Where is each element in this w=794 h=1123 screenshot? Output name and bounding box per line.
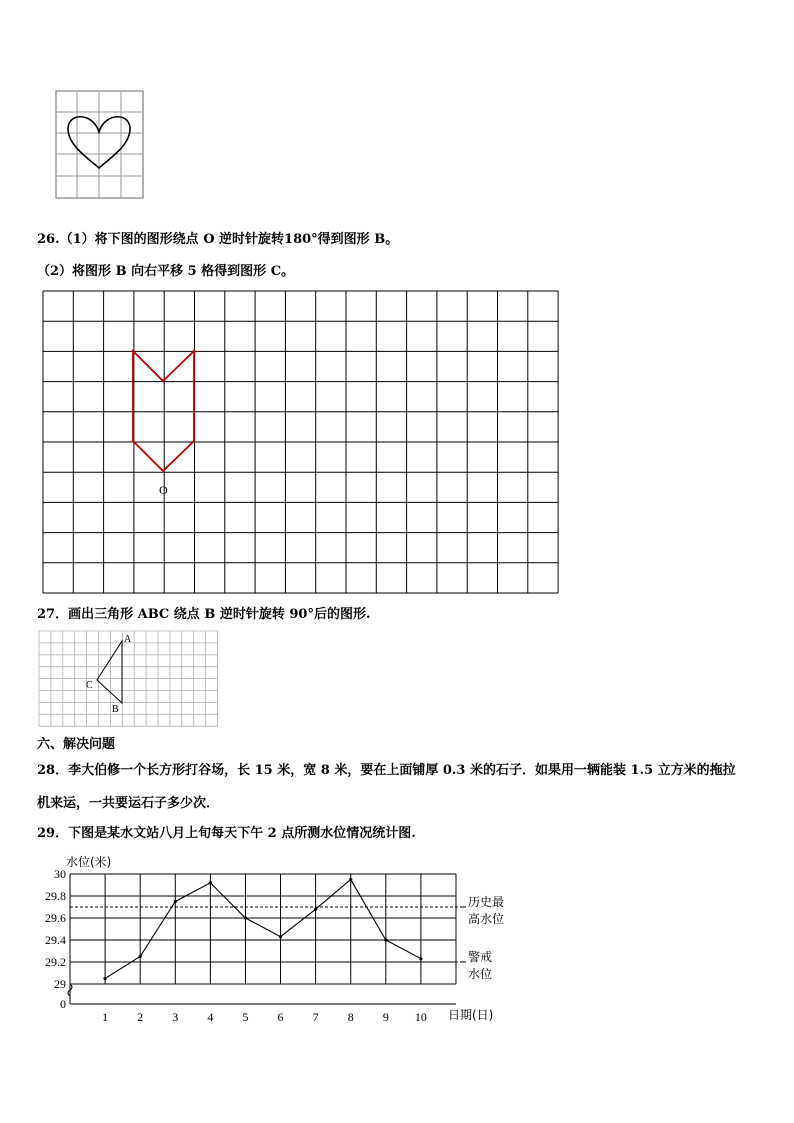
heart-grid-figure	[55, 90, 145, 200]
triangle-abc	[97, 641, 122, 703]
label-b: B	[112, 704, 119, 715]
x-tick-label: 10	[414, 1010, 427, 1024]
q28-line1: 28．李大伯修一个长方形打谷场，长 15 米，宽 8 米，要在上面铺厚 0.3 米的石子．如果用一辆能装 1.5 立方米的拖拉	[37, 763, 736, 778]
reference-label-line2: 高水位	[468, 912, 505, 926]
q27-text: 27．画出三角形 ABC 绕点 B 逆时针旋转 90°后的图形.	[37, 607, 371, 622]
q29-text: 29．下图是某水文站八月上旬每天下午 2 点所测水位情况统计图.	[37, 826, 416, 841]
x-tick-label: 1	[102, 1010, 109, 1024]
arrow-shape	[133, 351, 194, 471]
x-axis-label: 日期(日)	[448, 1008, 494, 1022]
data-point	[103, 977, 106, 980]
x-tick-label: 3	[172, 1010, 179, 1024]
reference-label-line1: 警戒	[468, 950, 493, 964]
y-axis-label: 水位(米)	[66, 855, 112, 869]
data-point	[419, 957, 422, 960]
reference-label-line1: 历史最	[468, 895, 505, 909]
data-point	[139, 955, 142, 958]
x-tick-label: 8	[347, 1010, 354, 1024]
q26-grid	[42, 290, 562, 596]
x-tick-label: 9	[382, 1010, 389, 1024]
y-tick-label: 29.6	[45, 911, 66, 925]
data-point	[279, 935, 282, 938]
y-tick-label: 29.2	[45, 955, 66, 969]
q26-line2: （2）将图形 B 向右平移 5 格得到图形 C。	[37, 264, 295, 279]
label-a: A	[124, 634, 132, 645]
water-level-chart	[30, 848, 550, 1033]
y-tick-label: 0	[60, 997, 66, 1011]
x-tick-label: 2	[137, 1010, 144, 1024]
y-tick-label: 29	[54, 977, 66, 991]
x-tick-label: 6	[277, 1010, 284, 1024]
data-point	[209, 881, 212, 884]
water-level-series-line	[105, 880, 421, 979]
q27-grid	[38, 630, 220, 728]
y-tick-label: 30	[54, 867, 66, 881]
data-point	[384, 938, 387, 941]
y-tick-label: 29.4	[45, 933, 66, 947]
x-tick-label: 7	[312, 1010, 319, 1024]
section-6-heading: 六、解决问题	[37, 737, 116, 752]
point-o-label: O	[159, 483, 168, 497]
data-point	[349, 878, 352, 881]
data-point	[244, 916, 247, 919]
data-point	[174, 900, 177, 903]
x-tick-label: 5	[242, 1010, 249, 1024]
y-tick-label: 29.8	[45, 889, 66, 903]
q26-line1: 26.（1）将下图的图形绕点 O 逆时针旋转180°得到图形 B。	[37, 232, 399, 247]
reference-label-line2: 水位	[468, 967, 493, 981]
x-tick-label: 4	[207, 1010, 214, 1024]
data-point	[314, 908, 317, 911]
q28-line2: 机来运，一共要运石子多少次．	[37, 796, 220, 811]
label-c: C	[86, 680, 93, 691]
